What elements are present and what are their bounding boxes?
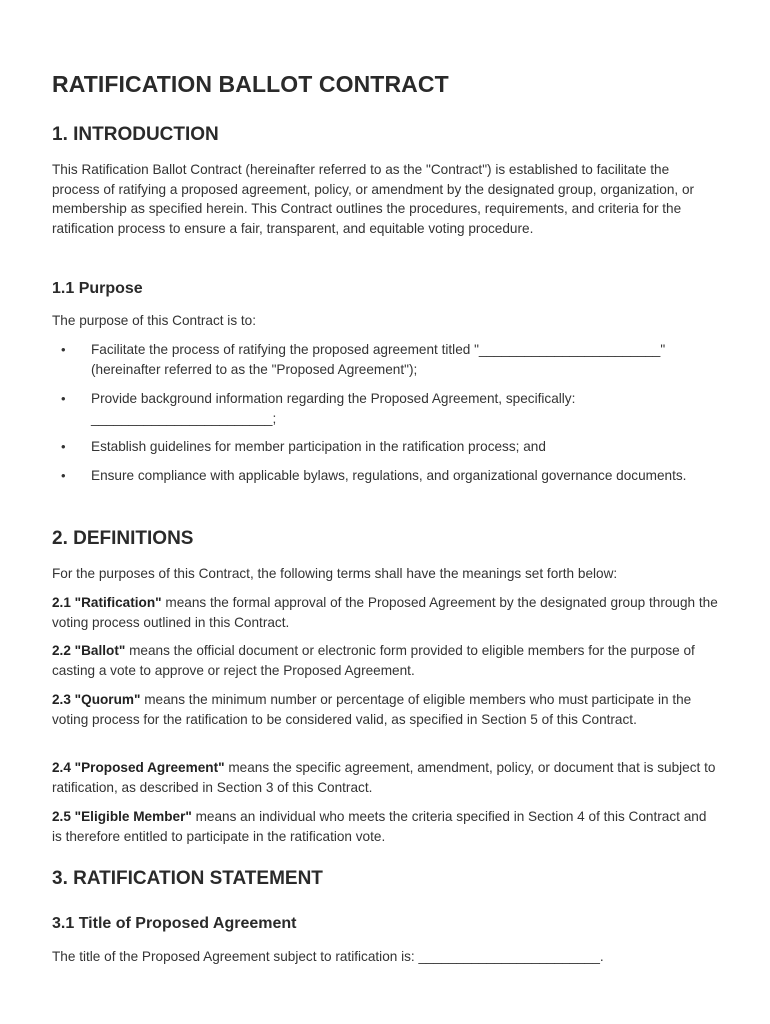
document-title: RATIFICATION BALLOT CONTRACT bbox=[52, 71, 449, 97]
bullet-icon: • bbox=[61, 468, 66, 483]
list-item bbox=[52, 466, 718, 486]
section-heading-introduction: 1. INTRODUCTION bbox=[52, 124, 219, 145]
purpose-lead-text: The purpose of this Contract is to: bbox=[52, 313, 257, 328]
definitions-lead-text: For the purposes of this Contract, the following terms shall have the meanings set forth below: bbox=[52, 566, 618, 581]
definition-item bbox=[52, 593, 718, 632]
subsection-heading-purpose: 1.1 Purpose bbox=[52, 280, 143, 297]
definition-text: means an individual who meets the criteria specified in Section 4 of this Contract and is therefore entitled to participate in the ratification vote. bbox=[52, 809, 707, 844]
list-item bbox=[52, 389, 718, 428]
definition-text: means the formal approval of the Proposed Agreement by the designated group through the voting process outlined in this Contract. bbox=[52, 595, 718, 630]
list-item-text: Ensure compliance with applicable bylaws, regulations, and organizational governance documents. bbox=[91, 468, 687, 483]
definition-text: means the specific agreement, amendment, policy, or document that is subject to ratification, as described in Section 3 of this Contract. bbox=[52, 760, 716, 795]
definition-term: 2.4 "Proposed Agreement" bbox=[52, 760, 225, 775]
bullet-icon: • bbox=[61, 391, 66, 406]
definition-item bbox=[52, 807, 718, 846]
definition-text: means the official document or electronic form provided to eligible members for the purpose of casting a vote to approve or reject the Proposed Agreement. bbox=[52, 643, 695, 678]
bullet-icon: • bbox=[61, 342, 66, 357]
introduction-paragraph: This Ratification Ballot Contract (hereinafter referred to as the "Contract") is established to facilitate the process of ratifying a proposed agreement, policy, or amendment by the designated group, organization, or membership as specified herein. This Contract outlines the procedures, requirements, and criteria for the ratification process to ensure a fair, transparent, and equitable voting procedure. bbox=[52, 162, 695, 236]
definition-item bbox=[52, 758, 718, 797]
definition-term: 2.1 "Ratification" bbox=[52, 595, 162, 610]
definition-item bbox=[52, 641, 718, 680]
list-item bbox=[52, 340, 718, 379]
list-item-text: Facilitate the process of ratifying the proposed agreement titled "________________________" (hereinafter referred to as the "Proposed Agreement"); bbox=[91, 342, 666, 377]
list-item-text: Establish guidelines for member participation in the ratification process; and bbox=[91, 439, 546, 454]
section-heading-ratification-statement: 3. RATIFICATION STATEMENT bbox=[52, 868, 323, 889]
subsection-heading-title-of-agreement: 3.1 Title of Proposed Agreement bbox=[52, 915, 297, 932]
section-heading-definitions: 2. DEFINITIONS bbox=[52, 528, 194, 549]
definition-item bbox=[52, 690, 718, 729]
definition-term: 2.3 "Quorum" bbox=[52, 692, 141, 707]
list-item-text: Provide background information regarding the Proposed Agreement, specifically: ________________________; bbox=[91, 391, 576, 426]
list-item bbox=[52, 437, 718, 457]
agreement-title-blank-text: The title of the Proposed Agreement subject to ratification is: ________________________. bbox=[52, 949, 604, 964]
definition-term: 2.5 "Eligible Member" bbox=[52, 809, 192, 824]
bullet-icon: • bbox=[61, 439, 66, 454]
definition-term: 2.2 "Ballot" bbox=[52, 643, 126, 658]
definition-text: means the minimum number or percentage of eligible members who must participate in the voting process for the ratification to be considered valid, as specified in Section 5 of this Contract. bbox=[52, 692, 692, 727]
